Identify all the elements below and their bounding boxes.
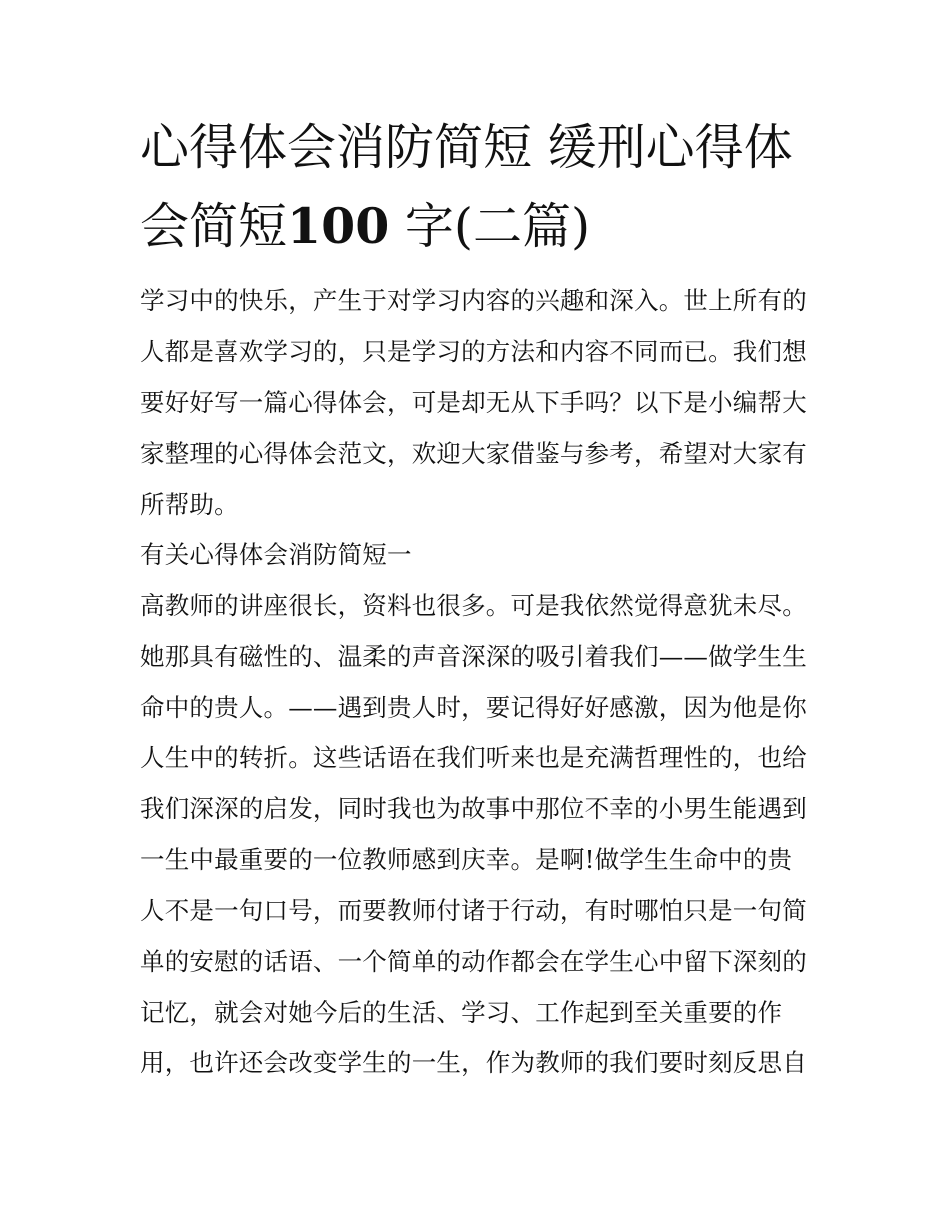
intro-line: 所帮助。: [140, 490, 239, 519]
body-line: 她那具有磁性的、温柔的声音深深的吸引着我们——做学生生: [140, 642, 807, 671]
body-line: 用，也许还会改变学生的一生，作为教师的我们要时刻反思自: [140, 1048, 807, 1077]
intro-line: 学习中的快乐，产生于对学习内容的兴趣和深入。世上所有的: [140, 286, 807, 315]
title-number: 100: [287, 197, 390, 255]
title-text: 会简短: [140, 198, 288, 255]
document-title-line-1: [140, 118, 820, 178]
document-title-line-2: [140, 196, 820, 257]
body-line: 高教师的讲座很长，资料也很多。可是我依然觉得意犹未尽。: [140, 591, 807, 620]
body-line: 命中的贵人。——遇到贵人时，要记得好好感激，因为他是你: [140, 693, 807, 722]
intro-line: 家整理的心得体会范文，欢迎大家借鉴与参考，希望对大家有: [140, 439, 807, 468]
title-text: 心得体会消防简短 缓刑心得体: [140, 119, 793, 176]
body-line: 人生中的转折。这些话语在我们听来也是充满哲理性的，也给: [140, 743, 807, 772]
body-line: 人不是一句口号，而要教师付诸于行动，有时哪怕只是一句简: [140, 896, 807, 925]
intro-line: 人都是喜欢学习的，只是学习的方法和内容不同而已。我们想: [140, 337, 807, 366]
body-line: 记忆，就会对她今后的生活、学习、工作起到至关重要的作: [140, 998, 783, 1027]
section-heading: 有关心得体会消防简短一: [140, 540, 412, 569]
intro-line: 要好好写一篇心得体会，可是却无从下手吗？以下是小编帮大: [140, 388, 807, 417]
body-line: 单的安慰的话语、一个简单的动作都会在学生心中留下深刻的: [140, 947, 807, 976]
body-line: 我们深深的启发，同时我也为故事中那位不幸的小男生能遇到: [140, 794, 807, 823]
title-text: 字(二篇): [389, 198, 591, 255]
body-line: 一生中最重要的一位教师感到庆幸。是啊!做学生生命中的贵: [140, 845, 793, 874]
